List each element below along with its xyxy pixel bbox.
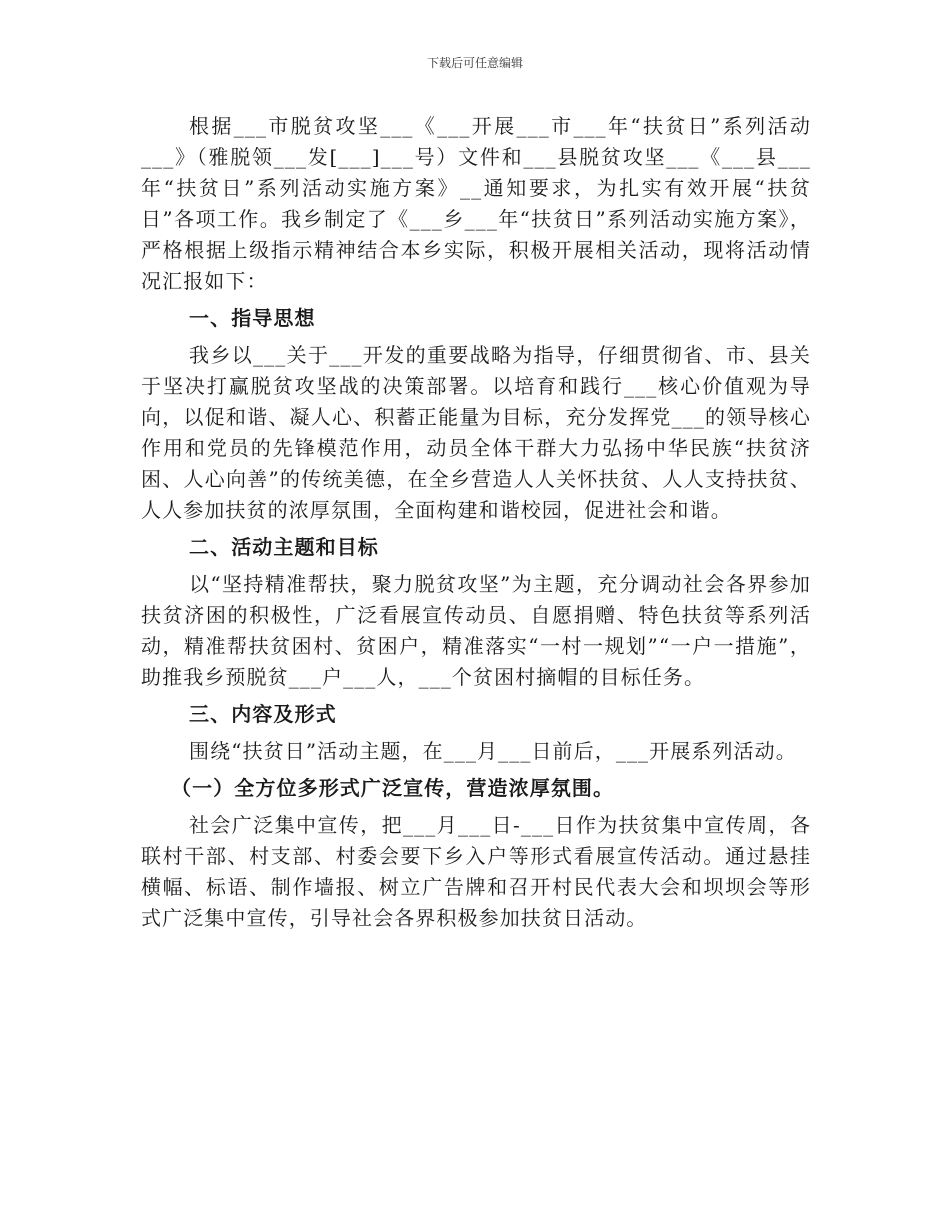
publicity-paragraph: 社会广泛集中宣传，把___月___日-___日作为扶贫集中宣传周，各联村干部、村支部、村委会要下乡入户等形式看展宣传活动。通过悬挂横幅、标语、制作墙报、树立广告牌和召开村民代表大会和坝坝会等形式广泛集中宣传，引导社会各界积极参加扶贫日活动。 [141,813,811,930]
section-heading-guiding-ideology: 一、指导思想 [189,306,316,330]
subsection-heading-publicity: （一）全方位多形式广泛宣传，营造浓厚氛围。 [171,776,615,800]
section-heading-theme-and-goals: 二、活动主题和目标 [189,535,379,559]
section-heading-content-and-form: 三、内容及形式 [189,702,337,726]
theme-and-goals-paragraph: 以“坚持精准帮扶，聚力脱贫攻坚”为主题，充分调动社会各界参加扶贫济困的积极性，广泛看展宣传动员、自愿捐赠、特色扶贫等系列活动，精准帮扶贫困村、贫困户，精准落实“一村一规划”“一户一措施”，助推我乡预脱贫___户___人，___个贫困村摘帽的目标任务。 [141,572,811,689]
page-header-note: 下载后可任意编辑 [426,56,523,70]
intro-paragraph: 根据___市脱贫攻坚___《___开展___市___年“扶贫日”系列活动___》（雅脱领___发[___]___号）文件和___县脱贫攻坚___《___县___年“扶贫日”系列活动实施方案》__通知要求，为扎实有效开展“扶贫日”各项工作。我乡制定了《___乡___年“扶贫日”系列活动实施方案》，严格根据上级指示精神结合本乡实际，积极开展相关活动，现将活动情况汇报如下： [141,114,811,293]
document-body [141,111,811,940]
content-and-form-paragraph: 围绕“扶贫日”活动主题，在___月___日前后，___开展系列活动。 [189,739,797,763]
guiding-ideology-paragraph: 我乡以___关于___开发的重要战略为指导，仔细贯彻省、市、县关于坚决打赢脱贫攻坚战的决策部署。以培育和践行___核心价值观为导向，以促和谐、凝人心、积蓄正能量为目标，充分发挥党___的领导核心作用和党员的先锋模范作用，动员全体干群大力弘扬中华民族“扶贫济困、人心向善”的传统美德，在全乡营造人人关怀扶贫、人人支持扶贫、人人参加扶贫的浓厚氛围，全面构建和谐校园，促进社会和谐。 [141,343,811,522]
